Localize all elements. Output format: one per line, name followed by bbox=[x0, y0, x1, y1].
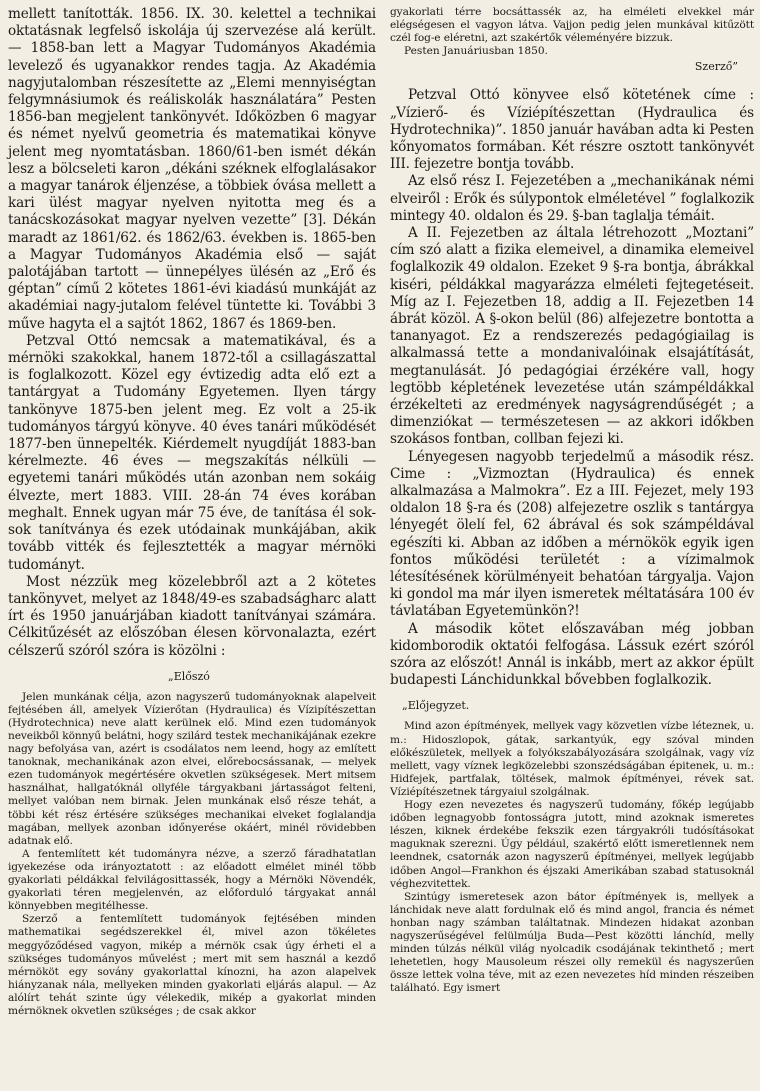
paragraph: A II. Fejezetben az általa létrehozott „Moztani” cím szó alatt a fizika elemeivel, a dinamika elemeivel foglalkozik 49 oldalon. Ezeket 9 §-ra bontja, ábrákkal kiséri, példákkal magyarázza elméleti fejtegetéseit. Míg az I. Fejezetben 18, addig a II. Fejezetben 14 ábrát közöl. A §-okon belül (86) alfejezetre bontotta a tananyagot. Ez a rendszerezés pedagógiailag is alkalmassá tette a mondanivalóinak elsajátítását, megtanulását. Jó pedagógiai érzékére vall, hogy legtöbb képletének levezetése után számpéldákkal érzékelteti az eredmények nagyságrendűségét ; a dimenziókat — természetesen — az akkori időkben szokásos fontban, collban fejezi ki. bbox=[390, 225, 754, 448]
paragraph: Most nézzük meg közelebbről azt a 2 kötetes tankönyvet, melyet az 1848/49-es szabadságharc alatt írt és 1950 januárjában kiadott tanítványai számára. Célkitűzését az előszóban élesen körvonalazta, ezért célszerű szóról szóra is közölni : bbox=[8, 573, 376, 659]
quoted-paragraph: Szintúgy ismeretesek azon bátor építmények is, mellyek a lánchidak neve alatt fordulnak elő és mind angol, francia és német honban nagy számban találtatnak. Mindezen hidakat azonban nagyszerűségével felülmúlja Buda—Pest közötti lánchíd, melly minden túlzás nélkül világ nyolcadik csodájának tekinthető ; mert lehetetlen, hogy Mausoleum részei olly remekül és nagyszerűen össze lettek volna téve, mit az ezen nevezetes híd minden részeiben található. Egy ismert bbox=[390, 890, 754, 995]
paragraph: Lényegesen nagyobb terjedelmű a második rész. Cime : „Vizmoztan (Hydraulica) és ennek alkalmazása a Malmokra”. Ez a III. Fejezet, mely 193 oldalon 18 §-ra és (208) alfejezetre oszlik s tantárgya lényegét ölelí fel, 62 ábrával és sok számpéldával egészíti ki. Abban az időben a mérnökök egyik igen fontos működési területét : a vízimalmok létesítésének körülményeit behatóan tárgyalja. Vajon ki gondol ma már ilyen ismeretek méltatására 100 év távlatában Egyetemünkön?! bbox=[390, 448, 754, 620]
left-column bbox=[8, 6, 376, 1018]
quote-heading-eloszo: „Előszó bbox=[168, 669, 210, 683]
paragraph: Petzval Ottó nemcsak a matematikával, és a mérnöki szakokkal, hanem 1872-től a csillagászattal is foglalkozott. Közel egy évtizedig adta elő ezt a tantárgyat a Tudomány Egyetemen. Ilyen tárgy tankönyve 1875-ben jelent meg. Ez volt a 25-ik tudományos tárgyú könyve. 40 éves tanári működését 1877-ben ünnepelték. Kiérdemelt nyugdíját 1883-ban kérelmezte. 46 éves — megszakítás nélküli — egyetemi tanári működés után azonban nem sokáig élvezte, mert 1883. VIII. 28-án 74 éves korában meghalt. Ennek ugyan már 75 éve, de tanítása él sok-sok tanítványa és ezek utódainak munkájában, akik tovább vitték és fejlesztették a magyar mérnöki tudományt. bbox=[8, 332, 376, 573]
quoted-paragraph: A fentemlített két tudományra nézve, a szerző fáradhatatlan igyekezése oda irányoztatott : az előadott elmélet minél több gyakorlati példákkal felvilágosittassék, hogy a Mérnöki Növendék, gyakorlati téren megjelenvén, az előforduló tárgyakat annál könnyebben megitélhesse. bbox=[8, 847, 376, 913]
paragraph: mellett tanították. 1856. IX. 30. kelettel a technikai oktatásnak legfelső iskolája új szervezése alá került. — 1858-ban lett a Magyar Tudományos Akadémia levelező és ugyanakkor rendes tagja. Az Akadémia nagyjutalomban részesítette az „Elemi mennyiségtan felgymnásiumok és reáliskolák használatára” Pesten 1856-ban megjelent tankönyvét. Időközben 6 magyar és német nyelvű geometria és matematikai könyve jelent meg nyomtatásban. 1860/61-ben ismét dékán lesz a bölcseleti karon „dékáni széknek elfoglalásakor a magyar tanárok éljenzése, a többiek óvása mellett a kari ülést magyar nyelven nyitotta meg és a tanácskozásokat magyar nyelven vezette” [3]. Dékán maradt az 1861/62. és 1862/63. években is. 1865-ben a Magyar Tudományos Akadémia első — saját palotájában tartott — ünnepélyes ülésén az „Erő és géptan” című 2 kötetes 1861-évi kiadású munkáját az akadémiai nagy-jutalom felével tüntette ki. További 3 műve hagyta el a sajtót 1862, 1867 és 1869-ben. bbox=[8, 6, 376, 332]
quoted-paragraph: gyakorlati térre bocsáttassék az, ha elméleti elvekkel már elégségesen el vagyon látva. Vajjon pedig jelen munkával kitűzött czél fog-e eléretni, azt szakértők véleményére bizzuk. bbox=[390, 6, 754, 45]
quote-heading-elojegyzet: „Előjegyzet. bbox=[402, 699, 470, 713]
paragraph: Petzval Ottó könyvee első kötetének címe : „Vízierő- és Víziépítészettan (Hydraulica és Hydrotechnika)”. 1850 január havában adta ki Pesten kőnyomatos formában. Két részre osztott tankönyvét III. fejezetre bontja tovább. bbox=[390, 87, 754, 173]
paragraph: A második kötet előszavában még jobban kidomborodik oktatói felfogása. Lássuk ezért szóról szóra az előszót! Annál is inkább, mert az akkor épült budapesti Lánchidunkkal bővebben foglalkozik. bbox=[390, 620, 754, 689]
quote-dateline: Pesten Januáriusban 1850. bbox=[404, 45, 548, 58]
quote-signature: Szerző” bbox=[694, 60, 738, 74]
quoted-paragraph: Hogy ezen nevezetes és nagyszerű tudomány, főkép legújabb időben legnagyobb fontosságra jutott, mind azoknak ismeretes lészen, kiknek érdekébe fekszik ezen tárgyakróli tudósításokat maguknak szerezni. Úgy például, szakértő előtt ismeretlennek nem leendnek, csatornák azon nagyszerű építményei, mellyek legújabb időben Angol—Frankhon és éjszaki Amerikában szabad statusoknál véghezvitettek. bbox=[390, 799, 754, 890]
paragraph: Az első rész I. Fejezetében a „mechanikának némi elveiről : Erők és súlypontok elméletével ” foglalkozik mintegy 40. oldalon és 29. §-ban taglalja témáit. bbox=[390, 173, 754, 224]
quoted-paragraph: Szerző a fentemlített tudományok fejtésében minden mathematikai segédszerekkel él, mivel azon tökéletes meggyőződésed vagyon, mikép a mérnök csak úgy érheti el a szükséges tudományos művelést ; mert mit sem használ a kezdő mérnököt egy sovány gyakorlattal kínozni, ha azon alapelvek hiányzanak nála, mellyeken minden gyakorlati eljárás alapul. — Az alólírt tehát szinte úgy vélekedik, mikép a gyakorlat minden mérnöknek okvetlen szükséges ; de csak akkor bbox=[8, 913, 376, 1017]
quoted-paragraph: Jelen munkának célja, azon nagyszerű tudományoknak alapelveit fejtésében áll, amelyek Vízierőtan (Hydraulica) és Vízipítészettan (Hydrotechnica) neve alatt kerülnek elő. Mind ezen tudományok neveikből könnyű belátni, hogy szilárd testek mechanikájának ezekre nagy befolyása van, azért is csodálatos nem leend, hogy az említett tanoknak, mechanikának azon elvei, előrebocsássanak, — melyek ezen tudományok megértésére okvetlen szükségesek. Mert mitsem használhat, hallgatóknál ollyféle tárgyakbani jártasságot felteni, mellyet valóban nem birnak. Jelen munkának első része tehát, a többi két rész értésére szükséges mechanikai elveket foglalandja magában, mellyek azonban időnyerése okáért, minél rövidebben adatnak elő. bbox=[8, 690, 376, 847]
quoted-paragraph: Mind azon építmények, mellyek vagy közvetlen vízbe léteznek, u. m.: Hidoszlopok, gátak, sarkantyúk, egy szóval minden előkészületek, mellyek a folyókszabályozására szolgálnak, vagy víz mellett, vagy víznek legközelebbi szonszédságában épitenek, u. m.: Hidfejek, partfalak, töltések, malmok építményei, révek sat. Víziépítészetnek tárgyaiul szolgálnak. bbox=[390, 720, 754, 798]
right-column bbox=[390, 6, 754, 995]
